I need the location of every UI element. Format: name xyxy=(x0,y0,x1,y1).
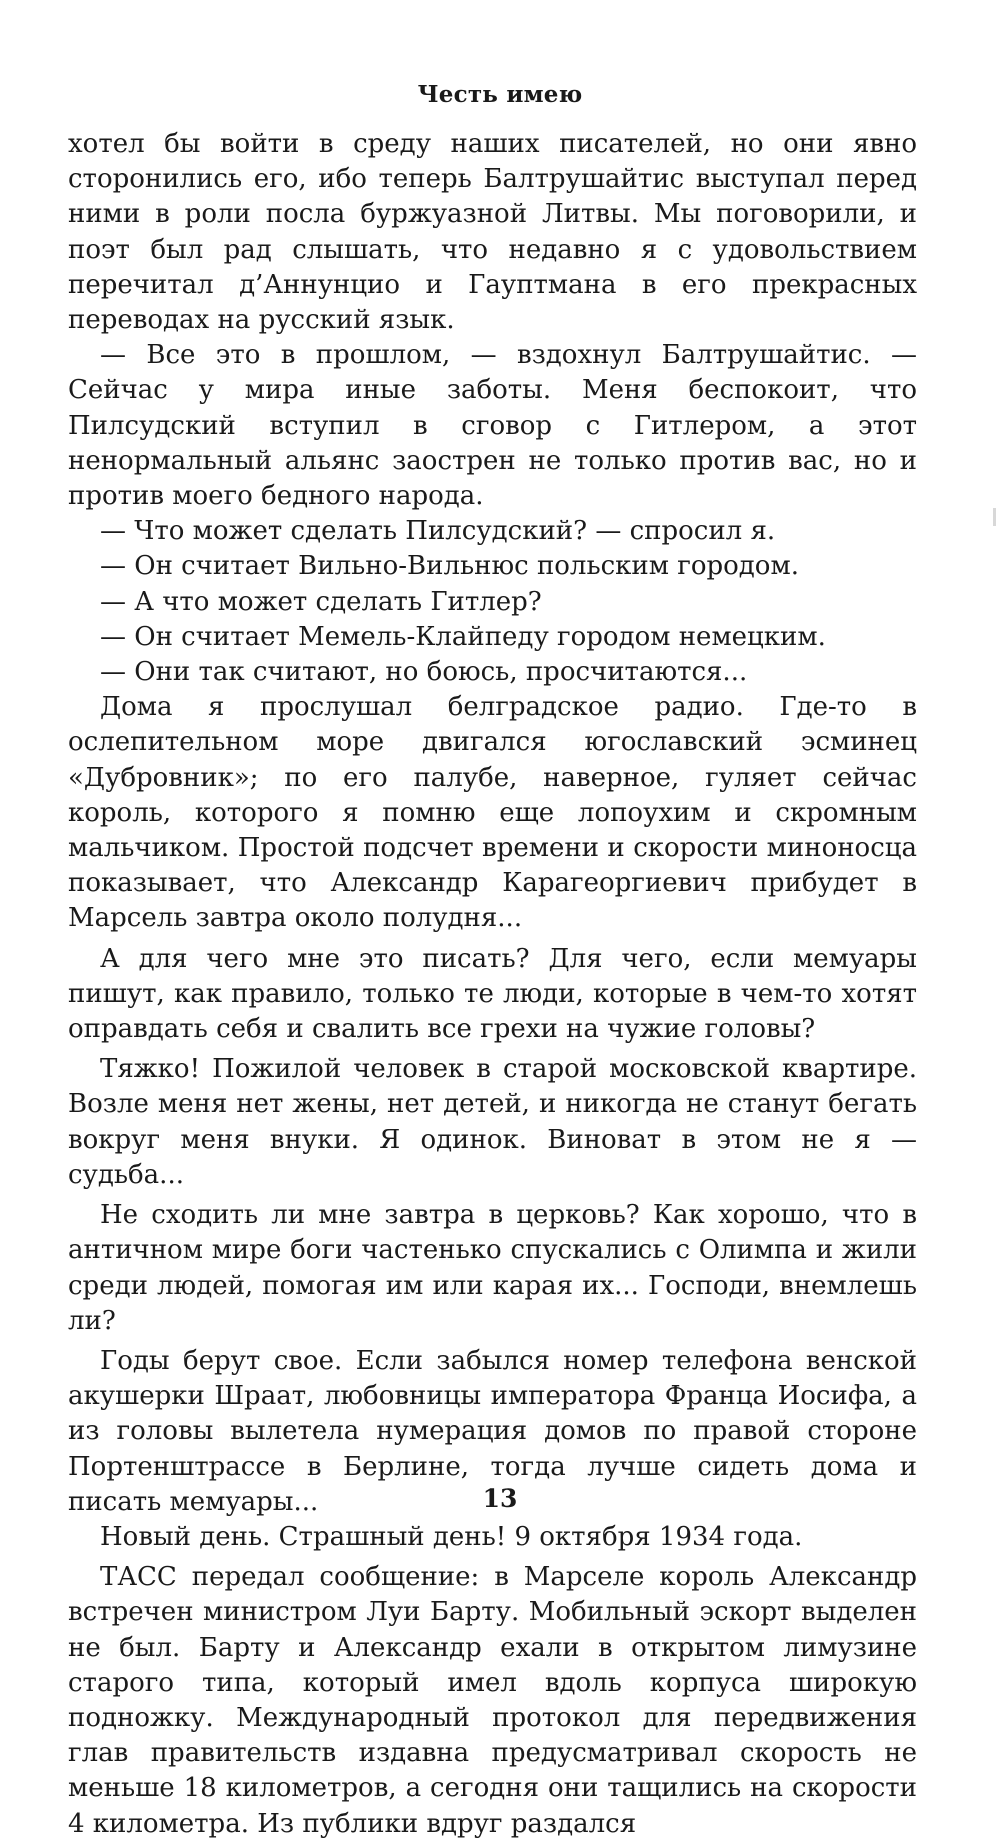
paragraph: Не сходить ли мне завтра в церковь? Как хорошо, что в античном мире боги частенько спускались с Олимпа и жили среди людей, помогая им или карая их... Господи, внемлешь ли? xyxy=(68,1200,917,1336)
paragraph-dialogue: — Они так считают, но боюсь, просчитаются... xyxy=(100,657,748,688)
paragraph-dialogue: — А что может сделать Гитлер? xyxy=(100,586,542,617)
paragraph: ТАСС передал сообщение: в Марселе король Александр встречен министром Луи Барту. Мобильный эскорт выделен не был. Барту и Александр ехали в открытом лимузине старого типа, который имел вдоль корпуса широкую подножку. Международный протокол для передвижения глав правительств издавна предусматривал скорость не меньше 18 километров, а сегодня они тащились на скорости 4 километра. Из публики вдруг раздался xyxy=(68,1562,917,1839)
running-title: Честь имею xyxy=(417,81,583,108)
paragraph-dialogue: — Он считает Мемель-Клайпеду городом немецким. xyxy=(100,621,826,652)
paragraph: Новый день. Страшный день! 9 октября 1934 года. xyxy=(100,1521,803,1552)
paragraph-dialogue: — Что может сделать Пилсудский? — спросил я. xyxy=(100,516,776,547)
paragraph: Тяжко! Пожилой человек в старой московской квартире. Возле меня нет жены, нет детей, и никогда не станут бегать вокруг меня внуки. Я одинок. Виноват в этом не я — судьба... xyxy=(68,1054,917,1190)
paragraph: А для чего мне это писать? Для чего, если мемуары пишут, как правило, только те люди, которые в чем-то хотят оправдать себя и свалить все грехи на чужие головы? xyxy=(68,943,917,1045)
paragraph-continuation: хотел бы войти в среду наших писателей, но они явно сторонились его, ибо теперь Балтрушайтис выступал перед ними в роли посла буржуазной Литвы. Мы поговорили, и поэт был рад слышать, что недавно я с удовольствием перечитал д’Аннунцио и Гауптмана в его прекрасных переводах на русский язык. xyxy=(68,129,917,336)
body-text xyxy=(68,127,917,1842)
paragraph-dialogue: — Все это в прошлом, — вздохнул Балтрушайтис. — Сейчас у мира иные заботы. Меня беспокоит, что Пилсудский вступил в сговор с Гитлером, а этот ненормальный альянс заострен не только против вас, но и против моего бедного народа. xyxy=(68,340,917,512)
paragraph: Годы берут свое. Если забылся номер телефона венской акушерки Шраат, любовницы императора Франца Иосифа, а из головы вылетела нумерация домов по правой стороне Портенштрассе в Берлине, тогда лучше сидеть дома и писать мемуары... xyxy=(68,1345,917,1517)
paragraph-dialogue: — Он считает Вильно-Вильнюс польским городом. xyxy=(100,551,799,582)
scan-edge-mark xyxy=(993,508,996,526)
page-number: 13 xyxy=(482,1484,518,1513)
paragraph: Дома я прослушал белградское радио. Где-то в ослепительном море двигался югославский эсминец «Дубровник»; по его палубе, наверное, гуляет сейчас король, которого я помню еще лопоухим и скромным мальчиком. Простой подсчет времени и скорости миноносца показывает, что Александр Карагеоргиевич прибудет в Марсель завтра около полудня... xyxy=(68,692,917,934)
